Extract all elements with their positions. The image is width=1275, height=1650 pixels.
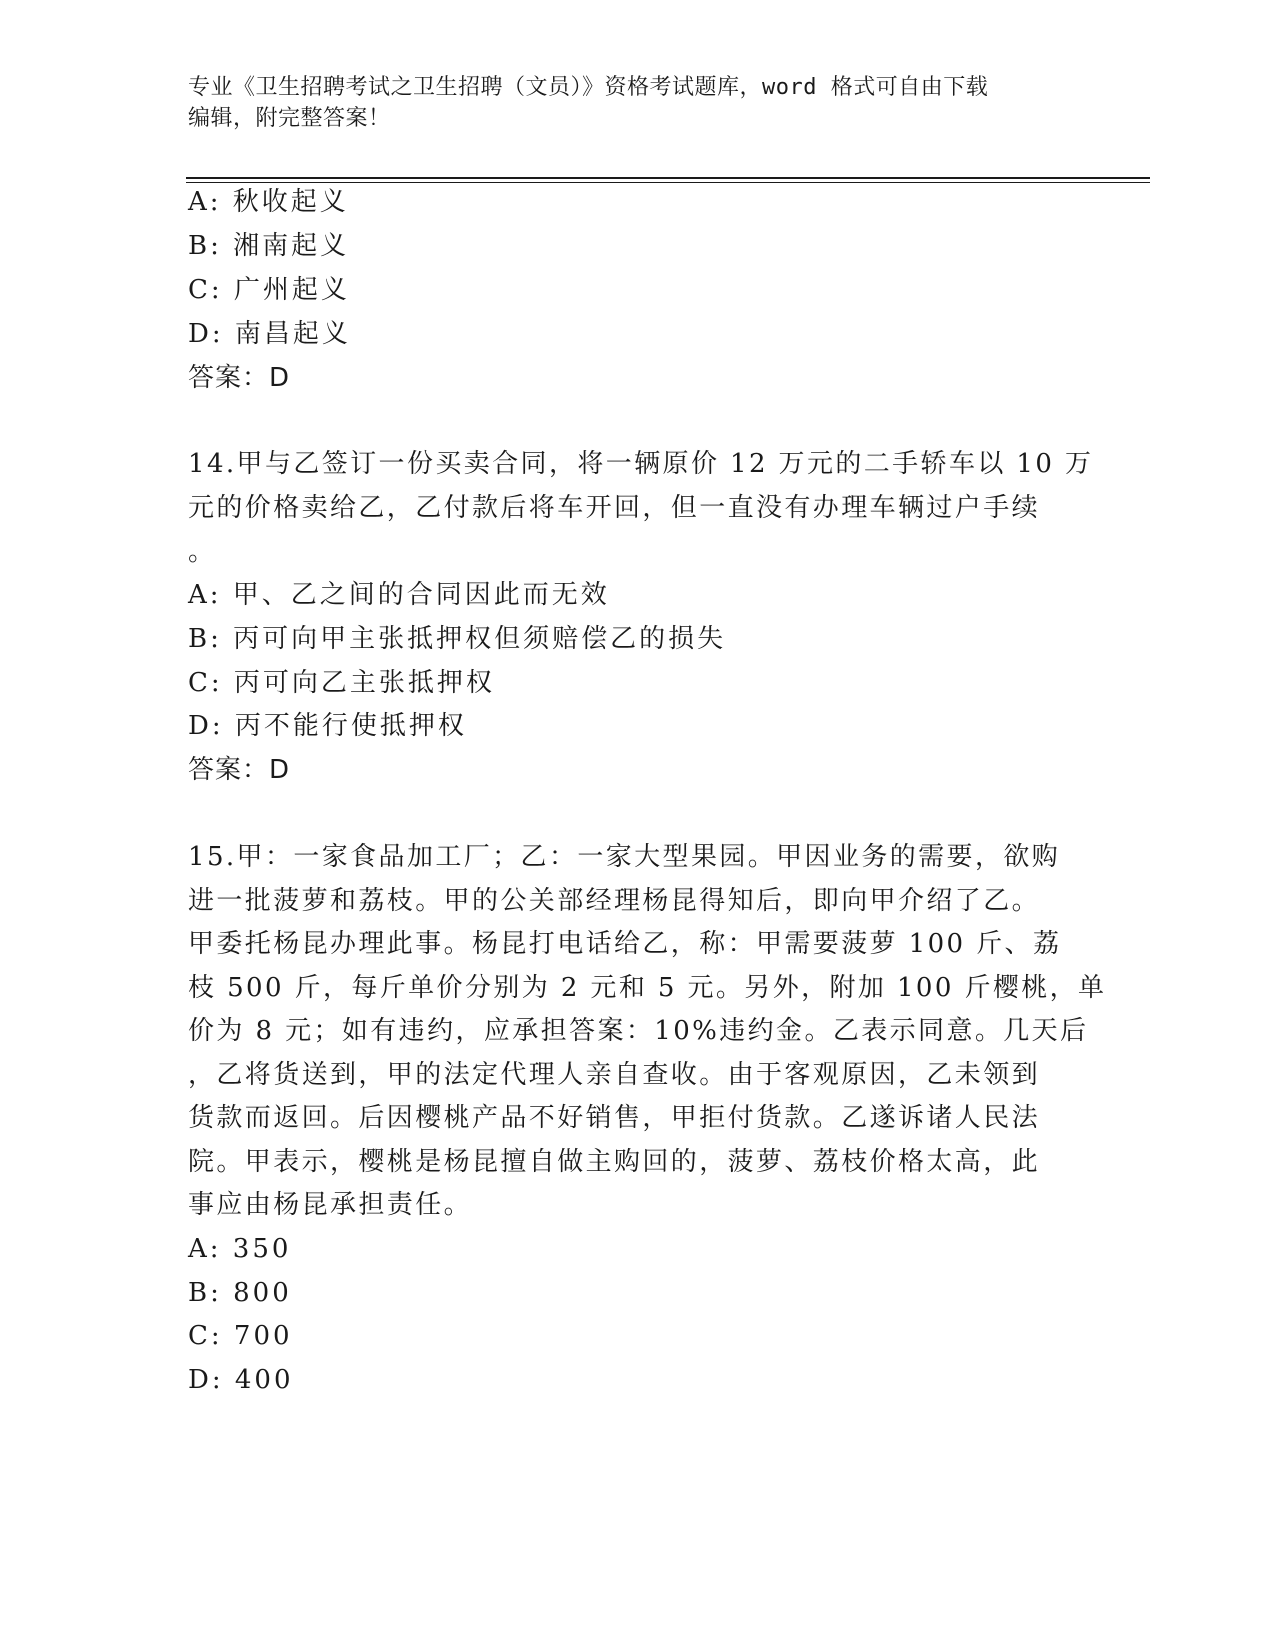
q15-stem-line-4: 枝 500 斤，每斤单价分别为 2 元和 5 元。另外，附加 100 斤樱桃，单 (188, 973, 1107, 1003)
q14-answer: 答案：D (188, 755, 291, 785)
q15-stem-line-1: 15.甲：一家食品加工厂；乙：一家大型果园。甲因业务的需要，欲购 (188, 842, 1061, 872)
q15-option-d: D: 400 (188, 1365, 294, 1395)
q14-option-b: B: 丙可向甲主张抵押权但须赔偿乙的损失 (188, 624, 727, 654)
header-line-1: 专业《卫生招聘考试之卫生招聘（文员）》资格考试题库，word 格式可自由下载 (188, 75, 989, 100)
q15-stem-line-2: 进一批菠萝和荔枝。甲的公关部经理杨昆得知后，即向甲介绍了乙。 (188, 886, 1041, 916)
q14-option-a: A: 甲、乙之间的合同因此而无效 (188, 580, 610, 610)
q13-option-d: D: 南昌起义 (188, 319, 351, 349)
q15-stem-line-7: 货款而返回。后因樱桃产品不好销售，甲拒付货款。乙遂诉诸人民法 (188, 1103, 1041, 1133)
q15-stem-line-8: 院。甲表示，樱桃是杨昆擅自做主购回的，菠萝、荔枝价格太高，此 (188, 1147, 1041, 1177)
q15-stem-line-3: 甲委托杨昆办理此事。杨昆打电话给乙，称：甲需要菠萝 100 斤、荔 (188, 929, 1062, 959)
q14-stem-line-1: 14.甲与乙签订一份买卖合同，将一辆原价 12 万元的二手轿车以 10 万 (188, 449, 1094, 479)
q15-stem-line-6: ，乙将货送到，甲的法定代理人亲自查收。由于客观原因，乙未领到 (188, 1060, 1041, 1090)
header-divider-thin (186, 182, 1150, 183)
q15-option-c: C: 700 (188, 1321, 293, 1351)
q15-stem-line-9: 事应由杨昆承担责任。 (188, 1190, 473, 1220)
q13-option-b: B: 湘南起义 (188, 231, 350, 261)
q15-option-b: B: 800 (188, 1278, 292, 1308)
q15-option-a: A: 350 (188, 1234, 292, 1264)
q14-stem-line-2: 元的价格卖给乙，乙付款后将车开回，但一直没有办理车辆过户手续 (188, 493, 1041, 523)
q14-option-c: C: 丙可向乙主张抵押权 (188, 668, 495, 698)
q15-stem-line-5: 价为 8 元；如有违约，应承担答案：10%违约金。乙表示同意。几天后 (188, 1016, 1089, 1046)
header-divider-thick (186, 177, 1150, 179)
q13-answer: 答案：D (188, 363, 291, 393)
document-header (188, 72, 1068, 134)
header-line-2: 编辑，附完整答案！ (188, 106, 391, 131)
q14-option-d: D: 丙不能行使抵押权 (188, 711, 467, 741)
q13-option-c: C: 广州起义 (188, 275, 350, 305)
q14-stem-line-3: 。 (188, 537, 217, 567)
q13-option-a: A: 秋收起义 (188, 187, 349, 217)
